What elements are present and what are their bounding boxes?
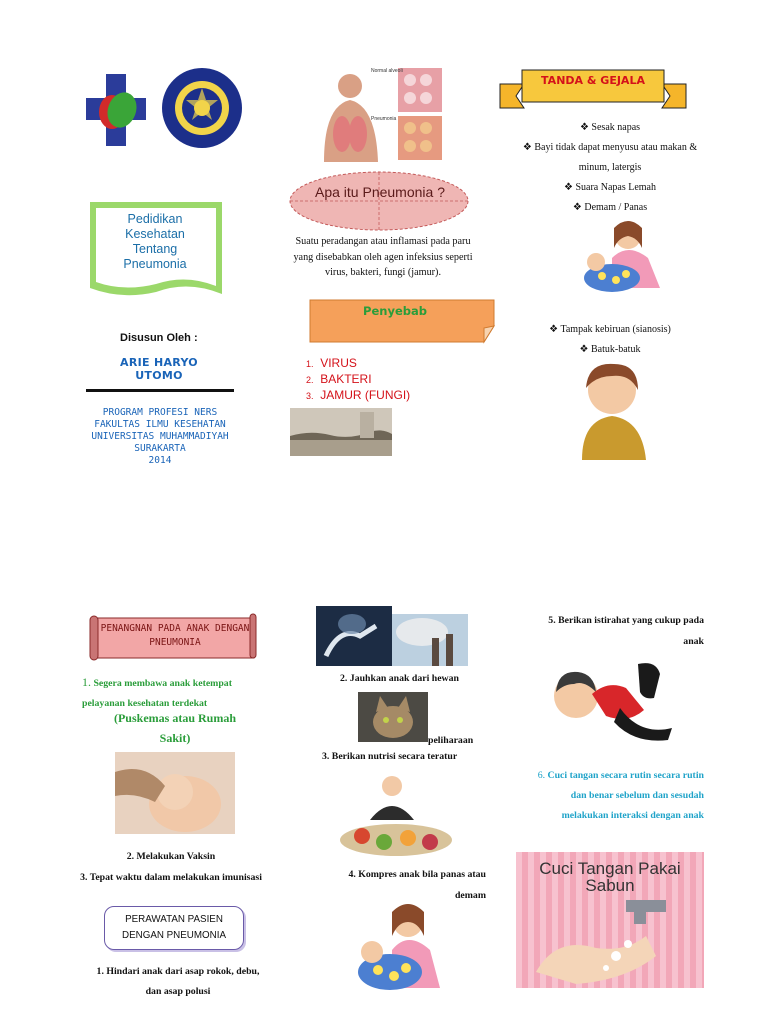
diamond-bullet-icon: ❖ [579,122,589,133]
cause-list [306,356,410,404]
care-item-1: 1. Hindari anak dari asap rokok, debu, dan asap polusi [96,966,260,997]
compiled-by-label: Disusun Oleh : [120,332,198,344]
care-item-6: 6. Cuci tangan secara rutin secara rutin dan benar sebelum dan sesudah melakukan interaksi dengan anak [537,770,704,821]
author-name: ARIE HARYO UTOMO [120,356,198,382]
resting-child-illustration [548,652,676,742]
symptom-banner-title: TANDA & GEJALA [541,74,645,87]
symptom-item: ❖ Batuk-batuk [579,344,641,355]
care-item-2b: peliharaan [428,735,474,746]
cause-item: 1. VIRUS [306,356,357,370]
item-number: 6. [537,770,546,781]
care-item-4: 4. Kompres anak bila panas atau demam [348,869,486,901]
poster-title: Cuci Tangan Pakai Sabun [539,859,681,895]
symptom-item: ❖ Sesak napas [579,122,641,133]
cause-item: 3. JAMUR (FUNGI) [306,388,411,402]
symptom-item: ❖ Suara Napas Lemah [564,182,656,193]
scroll-banner-title: PENANGNAN PADA ANAK DENGAN PNEUMONIA [100,623,250,648]
title-line: Kesehatan [125,227,185,241]
nutrition-photo [338,766,454,858]
definition-text: Suatu peradangan atau inflamasi pada paru yang disebabkan oleh agen infeksius seperti virus, bakteri, fungi (jamur). [293,236,473,278]
normal-alveoli-label: Normal alveoli [371,68,403,74]
symptom-list [520,118,700,218]
institution-line: PROGRAM PROFESI NERS [102,407,218,418]
cat-photo [358,692,428,742]
divider [86,389,234,392]
pneumonia-image-label: Pneumonia [371,116,397,122]
diamond-bullet-icon: ❖ [522,142,532,153]
smoking-photo [316,606,392,666]
title-line: Tentang [132,242,178,256]
care-item-5: 5. Berikan istirahat yang cukup pada anak [548,615,704,647]
institution-line: FAKULTAS ILMU KESEHATAN [94,419,226,430]
institution-line: SURAKARTA [134,443,186,454]
care-item-2a: 2. Jauhkan anak dari hewan [340,673,459,684]
institution-line: 2014 [148,455,172,466]
diamond-bullet-icon: ❖ [579,344,589,355]
treatment-item-1: 1. Segera membawa anak ketempat pelayanan kesehatan terdekat [82,675,232,709]
oval-bg [288,170,470,232]
mother-sick-child-illustration [572,218,664,294]
item-number: 1. [82,675,91,689]
health-cross-logo [82,70,150,150]
institution-line: UNIVERSITAS MUHAMMADIYAH [91,431,229,442]
institution-block [70,407,250,467]
care-item-3: 3. Berikan nutrisi secara teratur [322,751,458,762]
title-card-text [100,212,210,272]
cause-item: 2. BAKTERI [306,372,372,386]
coughing-child-illustration [572,360,656,464]
title-line: Pneumonia [123,257,187,271]
moldy-wall-photo [290,408,392,456]
symptom-item: ❖ Demam / Panas [572,202,648,213]
diamond-bullet-icon: ❖ [564,182,573,193]
treatment-item-3: 3. Tepat waktu dalam melakukan imunisasi [80,872,262,883]
care-box-title: PERAWATAN PASIEN DENGAN PNEUMONIA [104,906,244,950]
compress-child-illustration [348,900,444,996]
cause-title: Penyebab [363,304,427,318]
university-seal [160,66,244,150]
symptom-list-2 [520,320,700,360]
symptom-item: ❖ Tampak kebiruan (sianosis) [549,324,671,335]
treatment-item-1-sub: (Puskemas atau Rumah Sakit) [113,711,236,745]
diamond-bullet-icon: ❖ [572,202,582,213]
title-line: Pedidikan [127,212,183,226]
treatment-item-2: 2. Melakukan Vaksin [126,851,216,862]
baby-checkup-photo [115,752,235,834]
pollution-photo [392,614,468,666]
symptom-item: ❖ Bayi tidak dapat menyusu atau makan & minum, latergis [522,142,698,173]
symptom-banner [498,64,688,116]
diamond-bullet-icon: ❖ [549,324,559,335]
oval-title: Apa itu Pneumonia ? [315,184,445,200]
